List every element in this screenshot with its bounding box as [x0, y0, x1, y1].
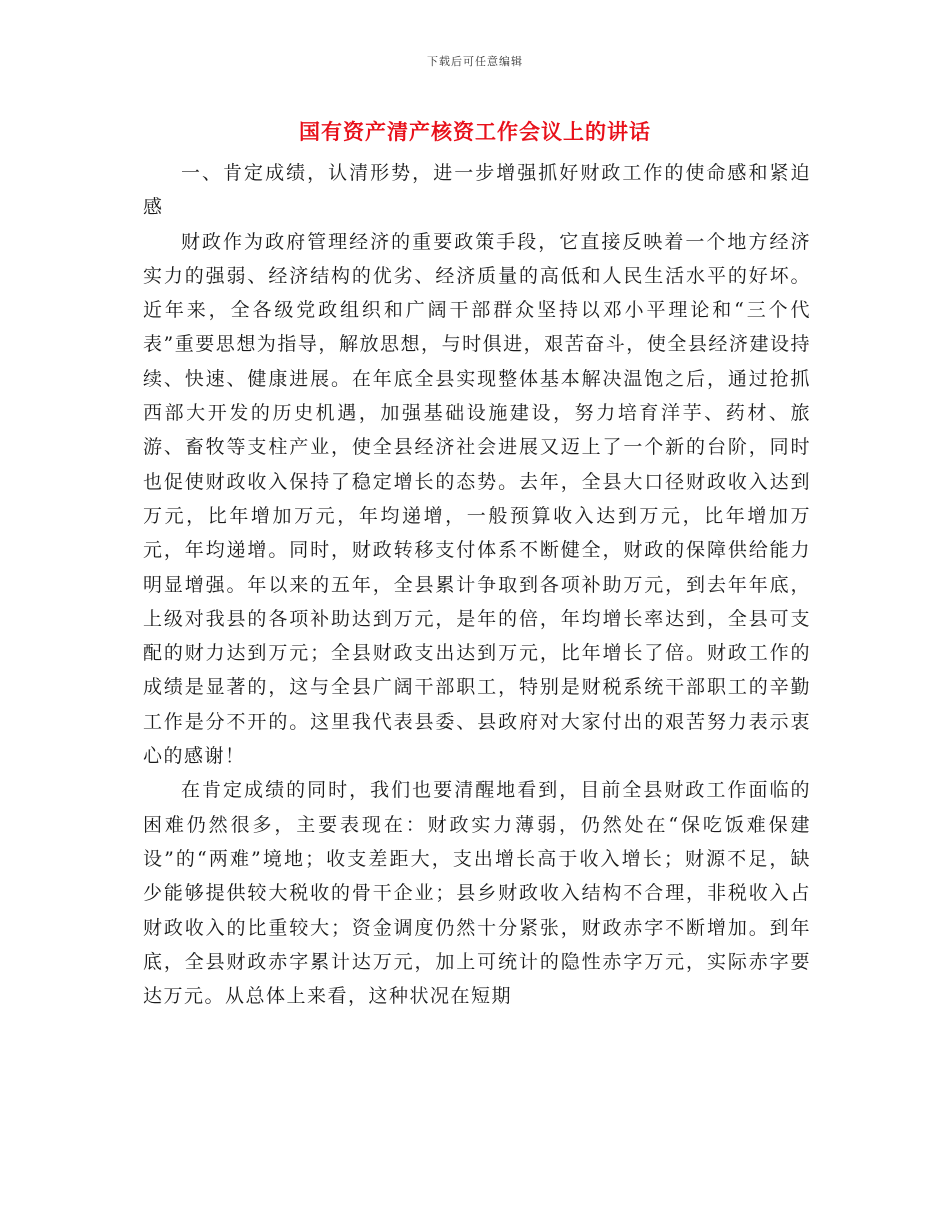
document-body [143, 156, 811, 1013]
document-title: 国有资产清产核资工作会议上的讲话 [299, 119, 651, 144]
paragraph-difficulties: 在肯定成绩的同时，我们也要清醒地看到，目前全县财政工作面临的困难仍然很多，主要表现在：财政实力薄弱，仍然处在“保吃饭难保建设”的“两难”境地；收支差距大，支出增长高于收入增长；财源不足，缺少能够提供较大税收的骨干企业；县乡财政收入结构不合理，非税收入占财政收入的比重较大；资金调度仍然十分紧张，财政赤字不断增加。到年底，全县财政赤字累计达万元，加上可统计的隐性赤字万元，实际赤字要达万元。从总体上来看，这种状况在短期 [143, 779, 811, 1008]
paragraph-heading-1: 一、肯定成绩，认清形势，进一步增强抓好财政工作的使命感和紧迫感 [143, 162, 811, 219]
paragraph-achievements: 财政作为政府管理经济的重要政策手段，它直接反映着一个地方经济实力的强弱、经济结构的优劣、经济质量的高低和人民生活水平的好坏。近年来，全各级党政组织和广阔干部群众坚持以邓小平理论和“三个代表”重要思想为指导，解放思想，与时俱进，艰苦奋斗，使全县经济建设持续、快速、健康进展。在年底全县实现整体基本解决温饱之后，通过抢抓西部大开发的历史机遇，加强基础设施建设，努力培育洋芋、药材、旅游、畜牧等支柱产业，使全县经济社会进展又迈上了一个新的台阶，同时也促使财政收入保持了稳定增长的态势。去年，全县大口径财政收入达到万元，比年增加万元，年均递增，一般预算收入达到万元，比年增加万元，年均递增。同时，财政转移支付体系不断健全，财政的保障供给能力明显增强。年以来的五年，全县累计争取到各项补助万元，到去年年底，上级对我县的各项补助达到万元，是年的倍，年均增长率达到，全县可支配的财力达到万元；全县财政支出达到万元，比年增长了倍。财政工作的成绩是显著的，这与全县广阔干部职工，特别是财税系统干部职工的辛勤工作是分不开的。这里我代表县委、县政府对大家付出的艰苦努力表示衷心的感谢！ [143, 230, 811, 768]
header-note: 下载后可任意编辑 [427, 55, 523, 68]
